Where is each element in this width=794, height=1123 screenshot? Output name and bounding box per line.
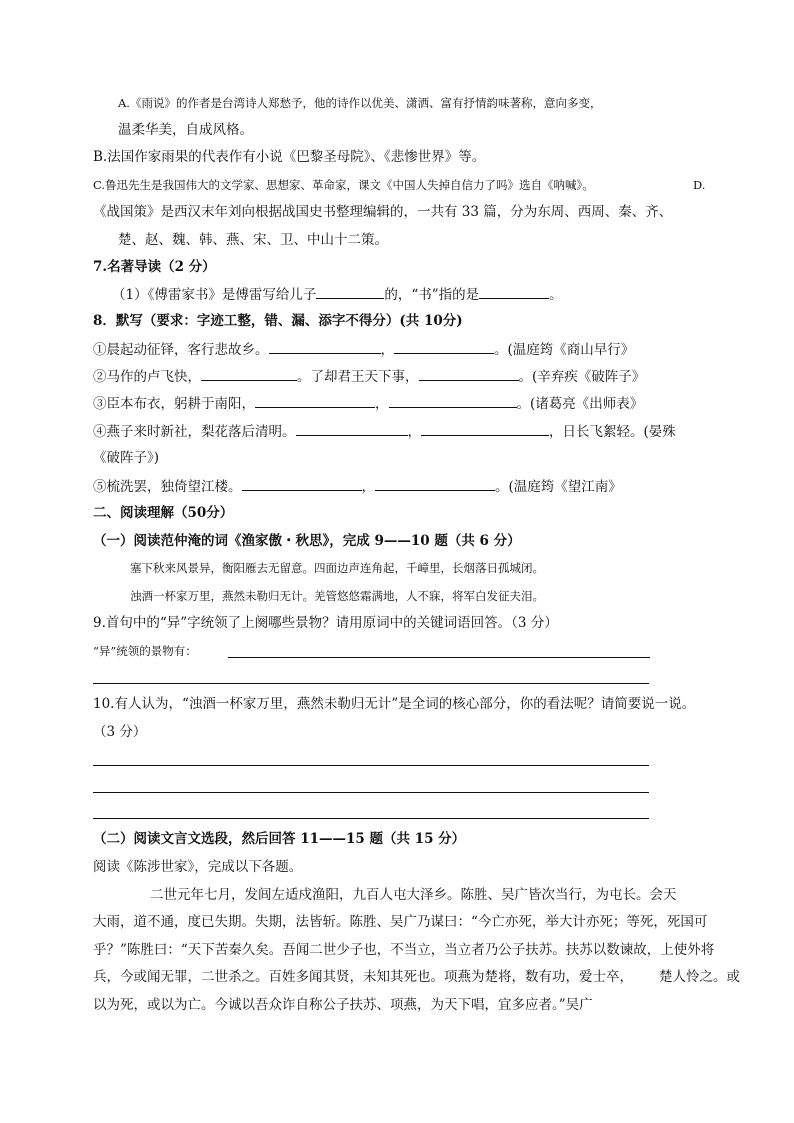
- q8-line-3-text-a: ③臣本布衣，躬耕于南阳，: [93, 396, 255, 412]
- q8-line-2-source: 。(辛弃疾《破阵子》: [518, 369, 646, 385]
- q10-answer-line-3[interactable]: [93, 818, 649, 819]
- option-d-line2: 楚、赵、魏、韩、燕、宋、卫、中山十二策。: [118, 232, 388, 248]
- q8-line-5-source: 。(温庭筠《望江南》: [495, 479, 622, 495]
- q9-answer-label: “异”统领的景物有：: [93, 644, 197, 658]
- q8-line-4-text-c: ，日长飞絮轻。(晏殊: [549, 424, 676, 440]
- q7-text-3: 。: [549, 287, 563, 303]
- q8-blank-1a[interactable]: [269, 339, 381, 354]
- q9-answer-line-1[interactable]: [228, 657, 650, 658]
- q8-line-2: [93, 366, 645, 387]
- passage-line-2: 大雨，道不通，度已失期。失期，法皆斩。陈胜、吴广乃谋曰：“今亡亦死，举大计亦死；等死，死国可: [93, 914, 708, 930]
- section-2-title: 二、阅读理解（50分）: [93, 505, 234, 521]
- q8-line-1-comma: ，: [380, 342, 394, 358]
- q8-title: 8．默写（要求：字迹工整，错、漏、添字不得分）(共 10分): [93, 313, 463, 329]
- q7-blank-2[interactable]: [479, 284, 549, 299]
- passage-line-4-text-a: 兵，今或闻无罪，二世杀之。百姓多闻其贤，未知其死也。项燕为楚将，数有功，爱士卒，: [93, 969, 633, 985]
- q8-line-3: [93, 393, 643, 414]
- part-1-title: （一）阅读范仲淹的词《渔家傲・秋思》，完成 9——10 题（共 6 分）: [93, 533, 521, 549]
- option-d-line1: 《战国策》是西汉末年刘向根据战国史书整理编辑的，一共有 33 篇，分为东周、西周、秦、齐、: [93, 204, 673, 220]
- q8-blank-3b[interactable]: [389, 393, 517, 408]
- q8-blank-4b[interactable]: [421, 421, 549, 436]
- q7-title: 7.名著导读（2 分）: [93, 259, 216, 275]
- q10-answer-line-1[interactable]: [93, 765, 649, 766]
- q8-blank-3a[interactable]: [255, 393, 375, 408]
- q8-blank-5a[interactable]: [242, 476, 362, 491]
- q8-line-5-comma: ，: [361, 479, 375, 495]
- q8-blank-2a[interactable]: [201, 366, 297, 381]
- q8-blank-2b[interactable]: [419, 366, 519, 381]
- option-b: B.法国作家雨果的代表作有小说《巴黎圣母院》、《悲惨世界》等。: [93, 149, 486, 165]
- q8-blank-5b[interactable]: [375, 476, 495, 491]
- q8-line-1: [93, 339, 634, 360]
- q10-points: （3 分）: [93, 724, 147, 740]
- q9-answer-line-2[interactable]: [93, 683, 649, 684]
- q8-line-3-comma: ，: [375, 396, 389, 412]
- q7-text-2: 的，“书”指的是: [384, 287, 480, 303]
- poem-line-1: 塞下秋来风景异，衡阳雁去无留意。四面边声连角起，千嶂里，长烟落日孤城闭。: [130, 561, 544, 575]
- q8-line-4-cont: 《破阵子》): [93, 450, 160, 466]
- poem-line-2: 浊酒一杯家万里，燕然未勒归无计。羌管悠悠霜满地，人不寐，将军白发征夫泪。: [130, 589, 544, 603]
- q8-blank-1b[interactable]: [394, 339, 494, 354]
- passage-line-3: 乎？”陈胜曰：“天下苦秦久矣。吾闻二世少子也，不当立，当立者乃公子扶苏。扶苏以数谏故，上使外将: [93, 942, 715, 958]
- q8-line-4: [93, 421, 676, 442]
- q8-line-4-text-a: ④燕子来时新社，梨花落后清明。: [93, 424, 296, 440]
- q7-line: [112, 284, 563, 305]
- q7-text-1: （1）《傅雷家书》是傅雷写给儿子: [112, 287, 317, 303]
- passage-line-5: 以为死，或以为亡。今诚以吾众诈自称公子扶苏、项燕，为天下唱，宜多应者。”吴广: [93, 997, 593, 1013]
- option-d-label: D.: [693, 178, 706, 192]
- option-c: C.鲁迅先生是我国伟大的文学家、思想家、革命家，课文《中国人失掉自信力了吗》选自《呐喊》。: [93, 178, 594, 192]
- q10-answer-line-2[interactable]: [93, 792, 649, 793]
- q8-line-5: [93, 476, 622, 497]
- q9-question: 9.首句中的“异”字统领了上阕哪些景物？请用原词中的关键词语回答。（3 分）: [93, 615, 558, 631]
- q8-line-2-text-b: 。了却君王天下事，: [297, 369, 419, 385]
- q8-line-4-comma: ，: [407, 424, 421, 440]
- q8-line-5-text-a: ⑤梳洗罢，独倚望江楼。: [93, 479, 242, 495]
- passage-line-4-text-b: 楚人怜之。或: [659, 969, 740, 985]
- passage-line-4: [93, 967, 740, 987]
- option-a-line1: A.《雨说》的作者是台湾诗人郑愁予，他的诗作以优美、潇洒、富有抒情韵味著称，意向多变，: [118, 96, 602, 110]
- q8-line-1-source: 。(温庭筠《商山早行》: [494, 342, 635, 358]
- part-2-title: （二）阅读文言文选段，然后回答 11——15 题（共 15 分）: [93, 831, 466, 847]
- q7-blank-1[interactable]: [316, 284, 384, 299]
- q8-line-3-source: 。(诸葛亮《出师表》: [516, 396, 644, 412]
- passage-line-1: 二世元年七月，发闾左适戍渔阳，九百人屯大泽乡。陈胜、吴广皆次当行，为屯长。会天: [150, 887, 677, 903]
- option-a-line2: 温柔华美，自成风格。: [118, 122, 253, 138]
- q8-blank-4a[interactable]: [296, 421, 408, 436]
- q8-line-2-text-a: ②马作的卢飞快，: [93, 369, 201, 385]
- reading-instruction: 阅读《陈涉世家》，完成以下各题。: [93, 859, 303, 875]
- q8-line-1-text-a: ①晨起动征铎，客行悲故乡。: [93, 342, 269, 358]
- q10-question: 10.有人认为，“浊酒一杯家万里，燕然未勒归无计”是全词的核心部分，你的看法呢？请简要说一说。: [93, 696, 696, 712]
